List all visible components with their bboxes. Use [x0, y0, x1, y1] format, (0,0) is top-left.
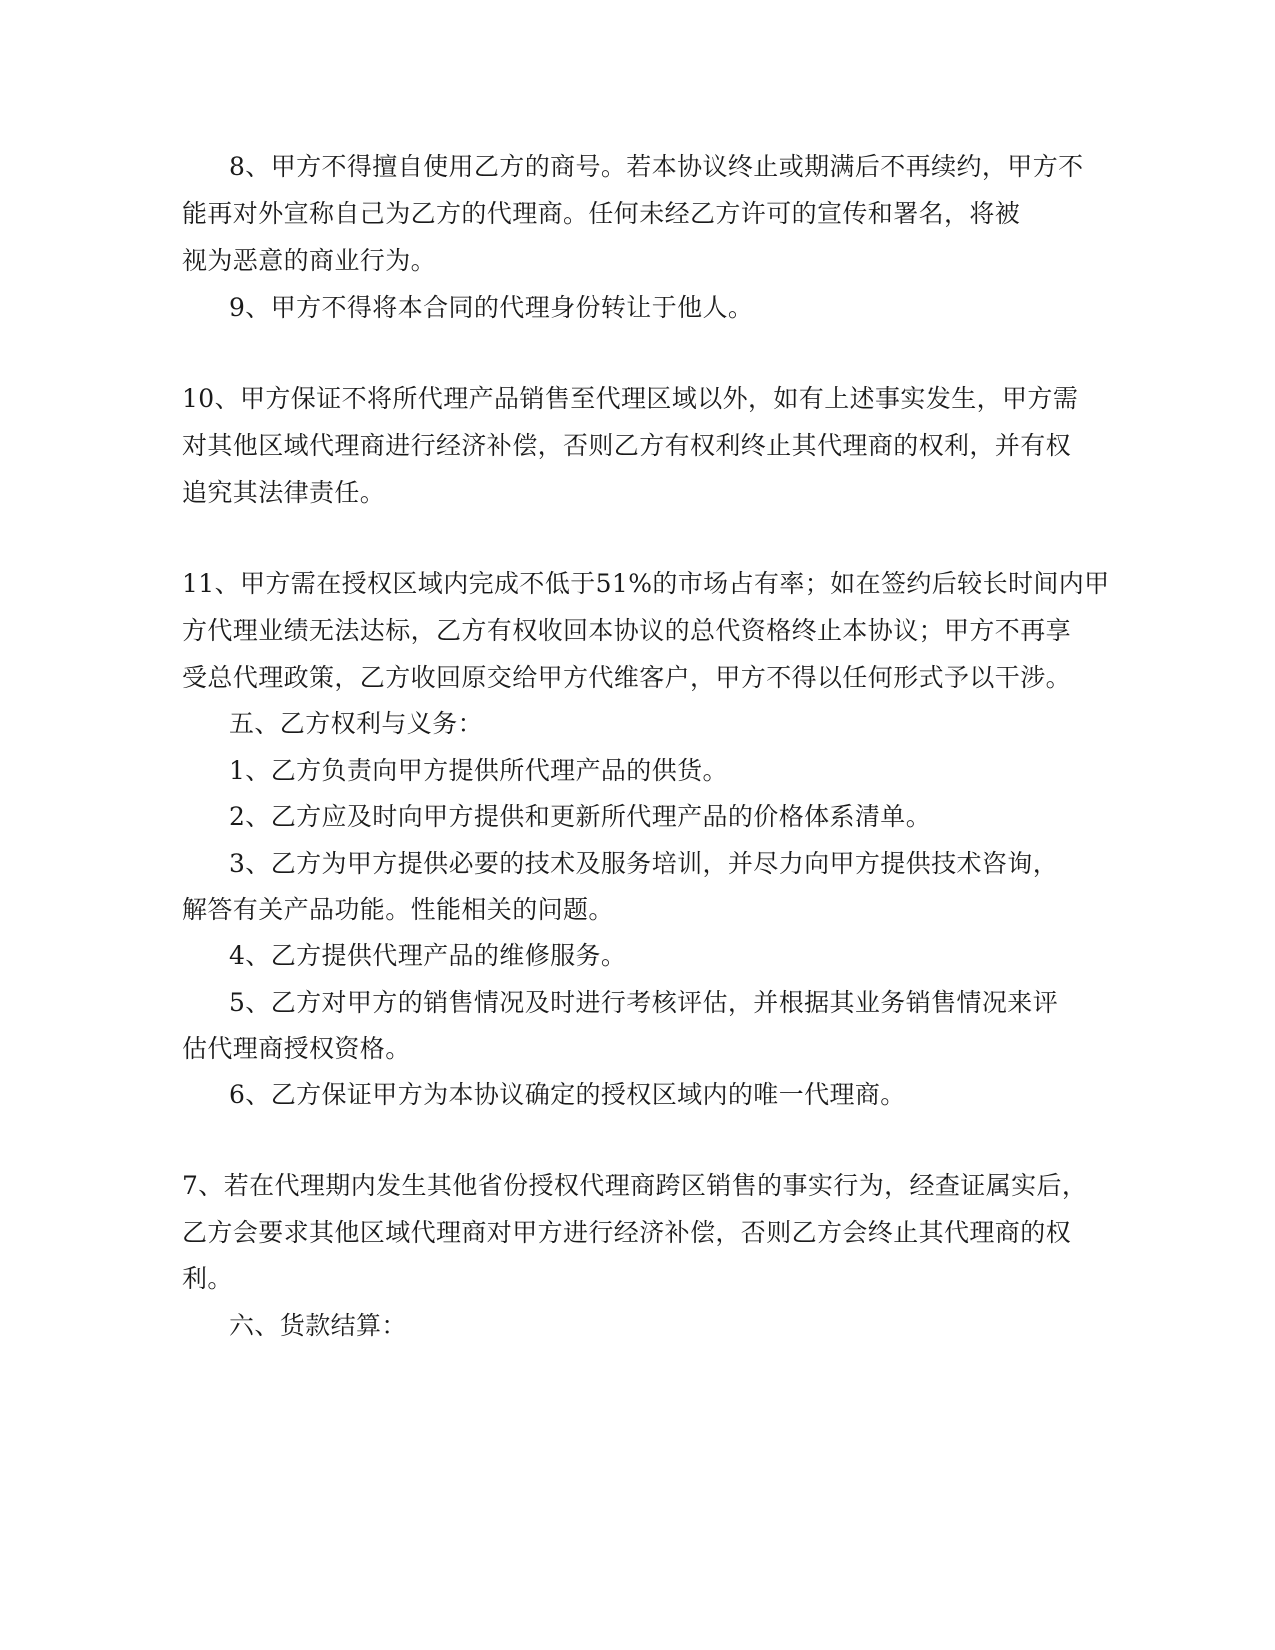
paragraph-line: 8、甲方不得擅自使用乙方的商号。若本协议终止或期满后不再续约，甲方不: [229, 152, 1084, 181]
section-heading: 五、乙方权利与义务：: [229, 709, 484, 738]
paragraph-line: 1、乙方负责向甲方提供所代理产品的供货。: [229, 756, 728, 785]
paragraph-line: 6、乙方保证甲方为本协议确定的授权区域内的唯一代理商。: [229, 1080, 906, 1109]
paragraph-line: 对其他区域代理商进行经济补偿，否则乙方有权利终止其代理商的权利，并有权: [182, 431, 1072, 460]
paragraph-line: 10、甲方保证不将所代理产品销售至代理区域以外，如有上述事实发生，甲方需: [182, 384, 1079, 413]
paragraph-line: 3、乙方为甲方提供必要的技术及服务培训，并尽力向甲方提供技术咨询，: [229, 849, 1059, 878]
paragraph-line: 2、乙方应及时向甲方提供和更新所代理产品的价格体系清单。: [229, 802, 932, 831]
paragraph-line: 利。: [182, 1264, 233, 1293]
paragraph-line: 估代理商授权资格。: [182, 1034, 411, 1063]
paragraph-line: 9、甲方不得将本合同的代理身份转让于他人。: [229, 293, 754, 322]
paragraph-line: 解答有关产品功能。性能相关的问题。: [182, 895, 614, 924]
paragraph-line: 5、乙方对甲方的销售情况及时进行考核评估，并根据其业务销售情况来评: [229, 988, 1059, 1017]
paragraph-line: 11、甲方需在授权区域内完成不低于51%的市场占有率；如在签约后较长时间内甲: [182, 569, 1110, 598]
paragraph-line: 追究其法律责任。: [182, 478, 386, 507]
paragraph-line: 受总代理政策，乙方收回原交给甲方代维客户，甲方不得以任何形式予以干涉。: [182, 663, 1072, 692]
paragraph-line: 4、乙方提供代理产品的维修服务。: [229, 941, 627, 970]
paragraph-line: 能再对外宣称自己为乙方的代理商。任何未经乙方许可的宣传和署名，将被: [182, 199, 1021, 228]
paragraph-line: 视为恶意的商业行为。: [182, 246, 437, 275]
paragraph-line: 乙方会要求其他区域代理商对甲方进行经济补偿，否则乙方会终止其代理商的权: [182, 1218, 1072, 1247]
paragraph-line: 方代理业绩无法达标，乙方有权收回本协议的总代资格终止本协议；甲方不再享: [182, 616, 1072, 645]
paragraph-line: 7、若在代理期内发生其他省份授权代理商跨区销售的事实行为，经查证属实后，: [182, 1171, 1088, 1200]
section-heading: 六、货款结算：: [229, 1311, 407, 1340]
